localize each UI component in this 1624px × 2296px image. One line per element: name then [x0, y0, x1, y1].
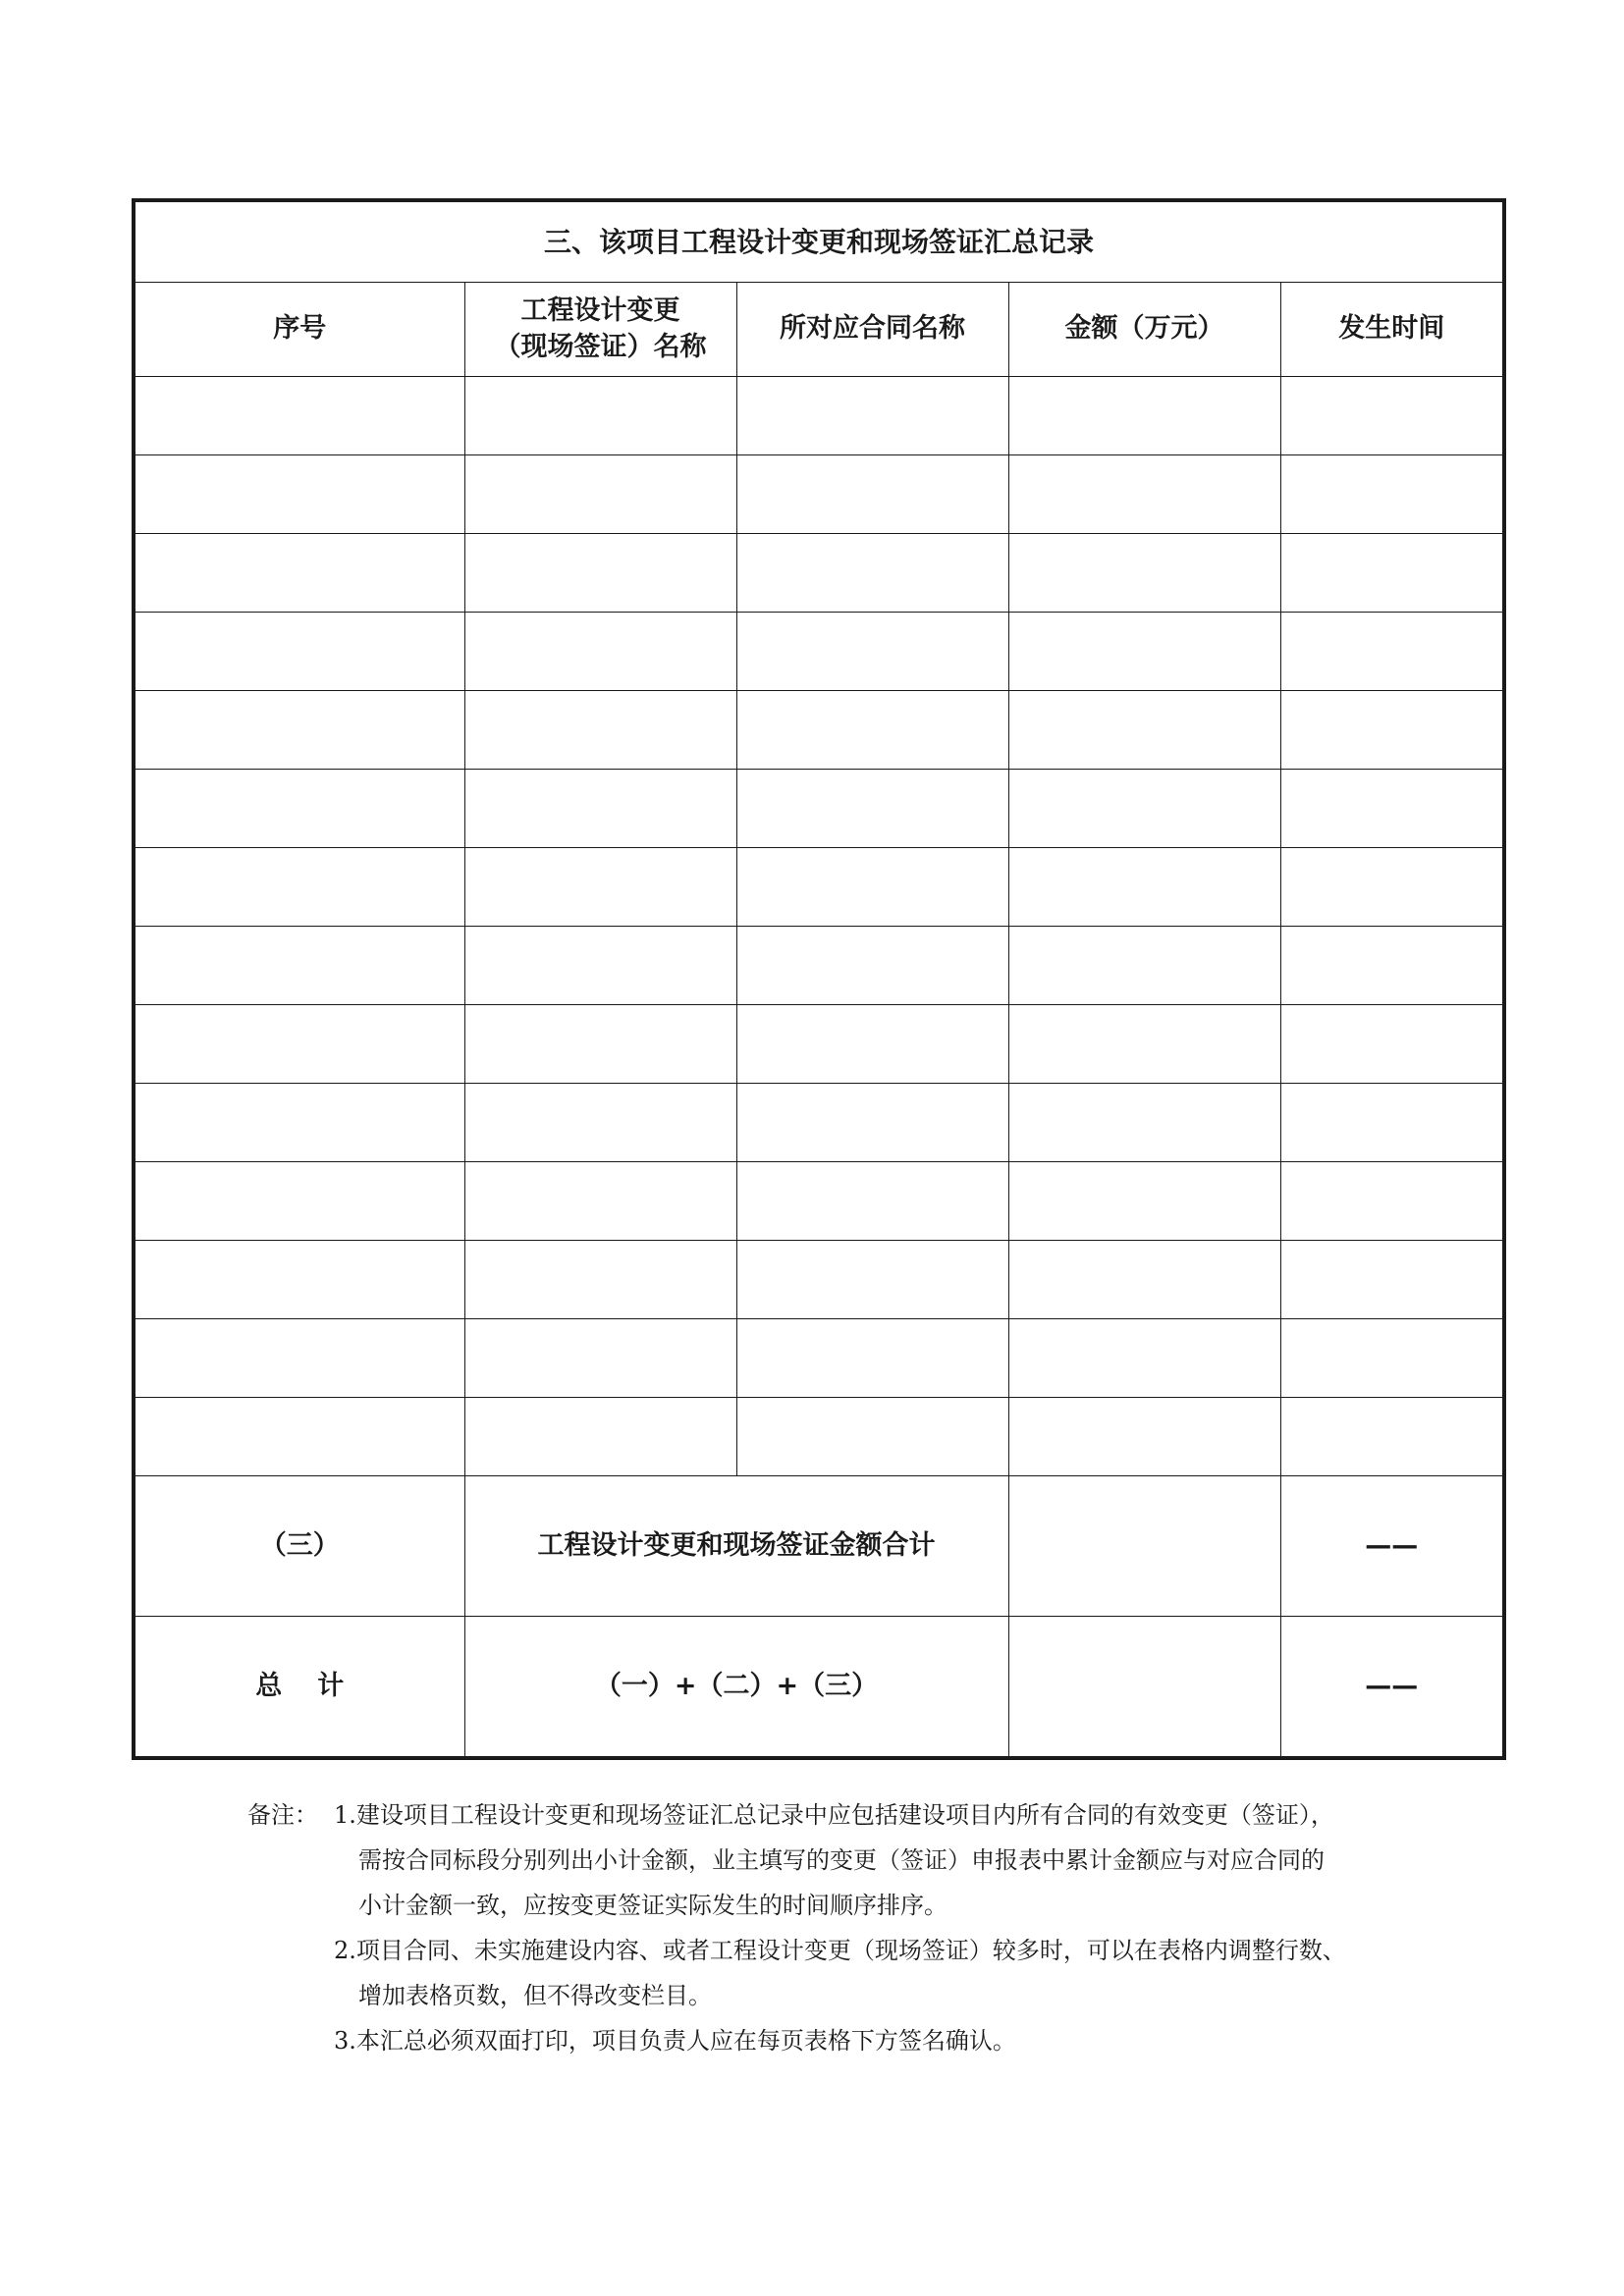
- cell-contract[interactable]: [736, 455, 1008, 534]
- cell-amount[interactable]: [1008, 927, 1280, 1005]
- cell-amount[interactable]: [1008, 1319, 1280, 1398]
- cell-time[interactable]: [1280, 613, 1504, 691]
- notes-list: [334, 1792, 1426, 2063]
- total-amount-cell[interactable]: [1008, 1617, 1280, 1759]
- cell-change-name[interactable]: [464, 1084, 736, 1162]
- total-time-dash: ——: [1280, 1617, 1504, 1759]
- subtotal-description: 工程设计变更和现场签证金额合计: [464, 1476, 1008, 1617]
- cell-time[interactable]: [1280, 1005, 1504, 1084]
- cell-amount[interactable]: [1008, 455, 1280, 534]
- table-title-row: [134, 200, 1504, 283]
- cell-seq[interactable]: [134, 1084, 464, 1162]
- header-change-name-line2: （现场签证）名称: [494, 331, 707, 362]
- cell-time[interactable]: [1280, 691, 1504, 770]
- cell-amount[interactable]: [1008, 534, 1280, 613]
- note-3-line-1: 3.本汇总必须双面打印，项目负责人应在每页表格下方签名确认。: [334, 2027, 1016, 2055]
- cell-contract[interactable]: [736, 927, 1008, 1005]
- cell-change-name[interactable]: [464, 1241, 736, 1319]
- cell-amount[interactable]: [1008, 691, 1280, 770]
- subtotal-label: （三）: [134, 1476, 464, 1617]
- cell-time[interactable]: [1280, 1162, 1504, 1241]
- cell-amount[interactable]: [1008, 1241, 1280, 1319]
- subtotal-time-dash: ——: [1280, 1476, 1504, 1617]
- table-row: [134, 927, 1504, 1005]
- cell-time[interactable]: [1280, 377, 1504, 455]
- cell-amount[interactable]: [1008, 770, 1280, 848]
- cell-amount[interactable]: [1008, 1398, 1280, 1476]
- header-seq: 序号: [134, 283, 464, 377]
- cell-amount[interactable]: [1008, 1084, 1280, 1162]
- data-rows: [134, 377, 1504, 1476]
- table-row: [134, 691, 1504, 770]
- cell-time[interactable]: [1280, 927, 1504, 1005]
- cell-contract[interactable]: [736, 1084, 1008, 1162]
- cell-change-name[interactable]: [464, 534, 736, 613]
- header-amount: 金额（万元）: [1008, 283, 1280, 377]
- cell-change-name[interactable]: [464, 1319, 736, 1398]
- cell-seq[interactable]: [134, 534, 464, 613]
- cell-amount[interactable]: [1008, 613, 1280, 691]
- cell-time[interactable]: [1280, 1241, 1504, 1319]
- cell-contract[interactable]: [736, 377, 1008, 455]
- cell-time[interactable]: [1280, 848, 1504, 927]
- cell-amount[interactable]: [1008, 1162, 1280, 1241]
- total-description: （一）+（二）+（三）: [464, 1617, 1008, 1759]
- cell-contract[interactable]: [736, 1241, 1008, 1319]
- cell-change-name[interactable]: [464, 1398, 736, 1476]
- subtotal-amount-cell[interactable]: [1008, 1476, 1280, 1617]
- table-row: [134, 1319, 1504, 1398]
- cell-contract[interactable]: [736, 1162, 1008, 1241]
- cell-time[interactable]: [1280, 534, 1504, 613]
- cell-contract[interactable]: [736, 691, 1008, 770]
- cell-seq[interactable]: [134, 377, 464, 455]
- table-header-row: [134, 283, 1504, 377]
- cell-contract[interactable]: [736, 1398, 1008, 1476]
- cell-seq[interactable]: [134, 1162, 464, 1241]
- table-row: [134, 1162, 1504, 1241]
- header-change-name-line1: 工程设计变更: [520, 295, 680, 327]
- cell-contract[interactable]: [736, 1319, 1008, 1398]
- cell-change-name[interactable]: [464, 691, 736, 770]
- cell-time[interactable]: [1280, 1084, 1504, 1162]
- cell-time[interactable]: [1280, 1398, 1504, 1476]
- cell-contract[interactable]: [736, 534, 1008, 613]
- header-contract: 所对应合同名称: [736, 283, 1008, 377]
- table-row: [134, 1398, 1504, 1476]
- cell-seq[interactable]: [134, 770, 464, 848]
- cell-change-name[interactable]: [464, 848, 736, 927]
- subtotal-row: [134, 1476, 1504, 1617]
- total-label-text: 总计: [255, 1670, 380, 1701]
- note-item-2: [334, 1928, 1426, 2018]
- cell-amount[interactable]: [1008, 1005, 1280, 1084]
- note-item-3: [334, 2018, 1426, 2063]
- table-row: [134, 848, 1504, 927]
- cell-change-name[interactable]: [464, 455, 736, 534]
- header-change-name: [464, 283, 736, 377]
- cell-time[interactable]: [1280, 770, 1504, 848]
- cell-change-name[interactable]: [464, 1005, 736, 1084]
- note-1-line-3: 小计金额一致，应按变更签证实际发生的时间顺序排序。: [358, 1892, 947, 1919]
- note-2-line-2: 增加表格页数，但不得改变栏目。: [358, 1982, 712, 2009]
- table-title: 三、该项目工程设计变更和现场签证汇总记录: [134, 200, 1504, 283]
- total-label: [134, 1617, 464, 1759]
- note-item-1: [334, 1792, 1426, 1928]
- table-row: [134, 613, 1504, 691]
- cell-seq[interactable]: [134, 613, 464, 691]
- cell-change-name[interactable]: [464, 1162, 736, 1241]
- note-1-line-1: 1.建设项目工程设计变更和现场签证汇总记录中应包括建设项目内所有合同的有效变更（签证），: [334, 1801, 1334, 1829]
- cell-seq[interactable]: [134, 1241, 464, 1319]
- cell-change-name[interactable]: [464, 377, 736, 455]
- cell-contract[interactable]: [736, 613, 1008, 691]
- cell-change-name[interactable]: [464, 927, 736, 1005]
- cell-time[interactable]: [1280, 455, 1504, 534]
- table-row: [134, 1005, 1504, 1084]
- cell-seq[interactable]: [134, 455, 464, 534]
- cell-seq[interactable]: [134, 1398, 464, 1476]
- change-summary-table: [132, 198, 1506, 1760]
- notes-section: [247, 1792, 1426, 2063]
- table-row: [134, 455, 1504, 534]
- table-row: [134, 1084, 1504, 1162]
- total-row: [134, 1617, 1504, 1759]
- table-row: [134, 770, 1504, 848]
- cell-amount[interactable]: [1008, 848, 1280, 927]
- cell-time[interactable]: [1280, 1319, 1504, 1398]
- cell-seq[interactable]: [134, 927, 464, 1005]
- cell-amount[interactable]: [1008, 377, 1280, 455]
- table-row: [134, 534, 1504, 613]
- cell-change-name[interactable]: [464, 613, 736, 691]
- header-time: 发生时间: [1280, 283, 1504, 377]
- cell-seq[interactable]: [134, 691, 464, 770]
- cell-contract[interactable]: [736, 770, 1008, 848]
- notes-label: 备注：: [247, 1801, 318, 1829]
- cell-seq[interactable]: [134, 848, 464, 927]
- table-row: [134, 1241, 1504, 1319]
- cell-seq[interactable]: [134, 1319, 464, 1398]
- cell-seq[interactable]: [134, 1005, 464, 1084]
- table-row: [134, 377, 1504, 455]
- cell-contract[interactable]: [736, 1005, 1008, 1084]
- note-1-line-2: 需按合同标段分别列出小计金额，业主填写的变更（签证）申报表中累计金额应与对应合同的: [358, 1846, 1325, 1874]
- cell-contract[interactable]: [736, 848, 1008, 927]
- note-2-line-1: 2.项目合同、未实施建设内容、或者工程设计变更（现场签证）较多时，可以在表格内调整行数、: [334, 1937, 1346, 1964]
- cell-change-name[interactable]: [464, 770, 736, 848]
